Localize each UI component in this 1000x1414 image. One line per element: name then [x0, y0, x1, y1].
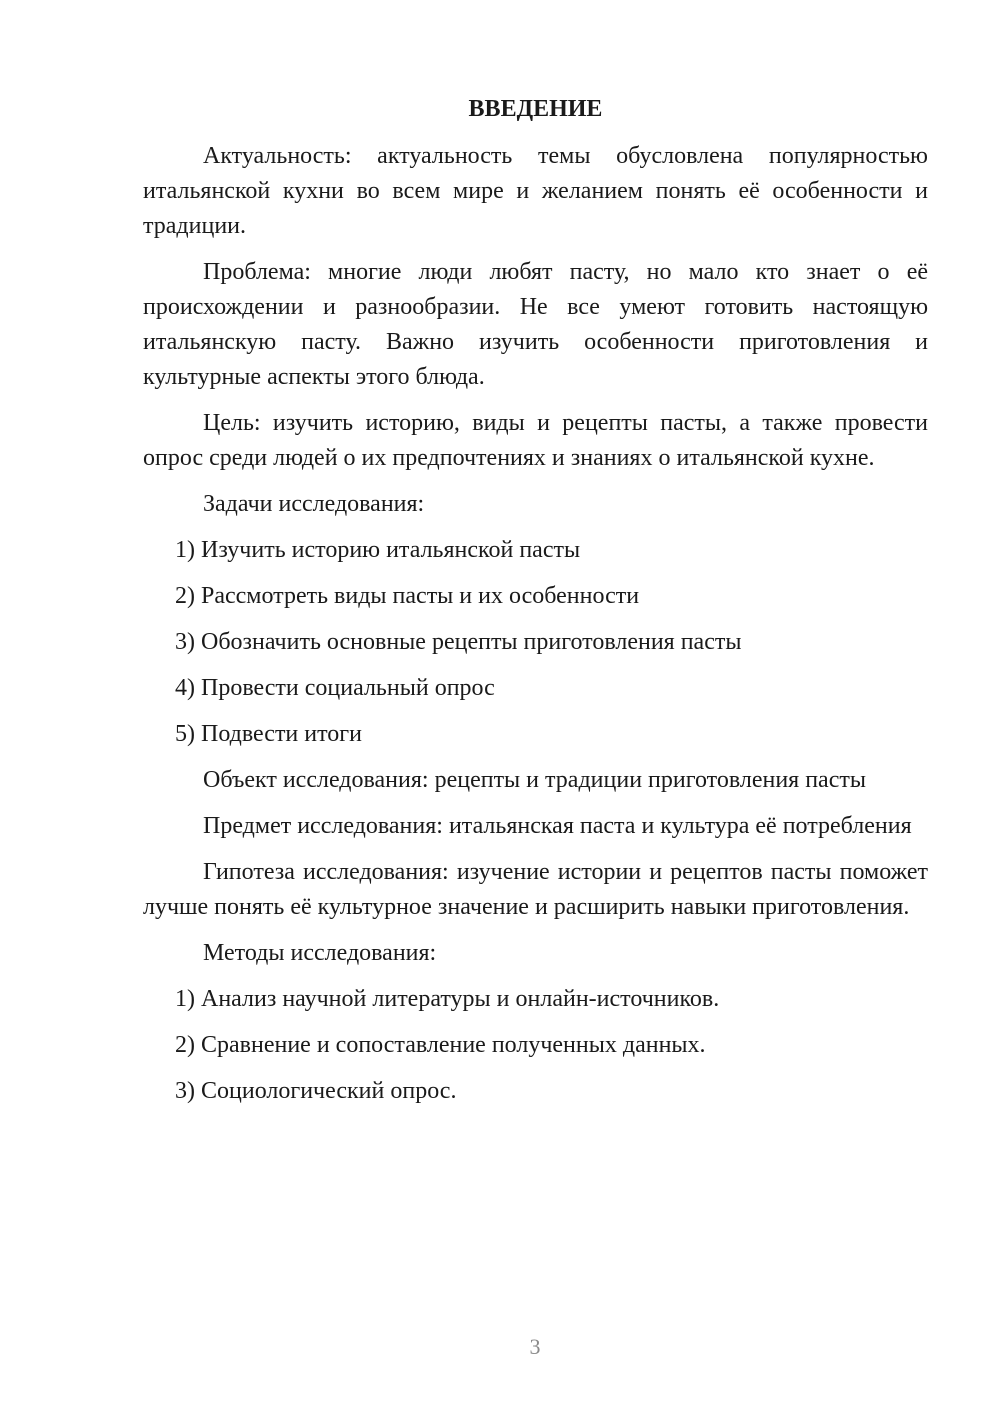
methods-label: Методы исследования:	[203, 940, 437, 966]
problem-paragraph: Проблема: многие люди любят пасту, но мало кто знает о её происхождении и разнообразии. Не все умеют готовить настоящую итальянскую пасту. Важно изучить особенности приготовления и культурные аспекты этого блюда.	[143, 259, 928, 390]
task-item-4: 4) Провести социальный опрос	[175, 675, 495, 701]
page-number: 3	[529, 1334, 541, 1359]
methods-list	[143, 982, 928, 1109]
subject-paragraph: Предмет исследования: итальянская паста и культура её потребления	[203, 813, 912, 839]
task-item-1: 1) Изучить историю итальянской пасты	[175, 537, 581, 563]
tasks-list	[143, 533, 928, 752]
object-paragraph: Объект исследования: рецепты и традиции приготовления пасты	[203, 767, 866, 793]
task-item-2: 2) Рассмотреть виды пасты и их особенности	[175, 583, 640, 609]
page-content	[143, 93, 928, 1120]
goal-paragraph: Цель: изучить историю, виды и рецепты пасты, а также провести опрос среди людей о их предпочтениях и знаниях о итальянской кухне.	[143, 410, 928, 471]
page-title: ВВЕДЕНИЕ	[468, 96, 603, 122]
tasks-label: Задачи исследования:	[203, 491, 425, 517]
method-item-1: 1) Анализ научной литературы и онлайн-источников.	[175, 986, 720, 1012]
hypothesis-paragraph: Гипотеза исследования: изучение истории и рецептов пасты поможет лучше понять её культурное значение и расширить навыки приготовления.	[143, 859, 928, 920]
method-item-3: 3) Социологический опрос.	[175, 1078, 457, 1104]
method-item-2: 2) Сравнение и сопоставление полученных данных.	[175, 1032, 706, 1058]
task-item-3: 3) Обозначить основные рецепты приготовления пасты	[175, 629, 742, 655]
task-item-5: 5) Подвести итоги	[175, 721, 362, 747]
relevance-paragraph: Актуальность: актуальность темы обусловлена популярностью итальянской кухни во всем мире и желанием понять её особенности и традиции.	[143, 143, 928, 239]
